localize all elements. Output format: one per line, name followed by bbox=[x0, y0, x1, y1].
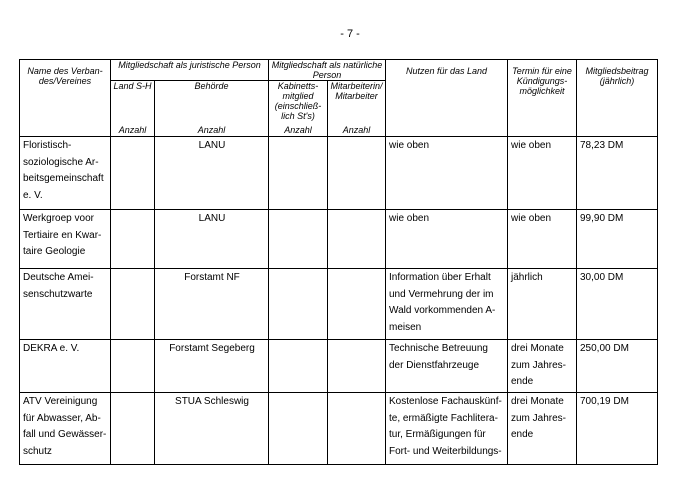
table-row bbox=[20, 393, 658, 465]
cell-kabinett bbox=[269, 269, 328, 340]
cell-termin: drei Monate zum Jahres-ende bbox=[508, 393, 577, 465]
header-mitarbeiter: Mitarbeiterin/ Mitarbeiter bbox=[330, 81, 383, 101]
table-row bbox=[20, 269, 658, 340]
cell-termin: drei Monate zum Jahres-ende bbox=[508, 340, 577, 393]
header-behoerde-cell bbox=[155, 81, 269, 137]
header-mitarbeiter-cell bbox=[328, 81, 386, 137]
header-land-cell bbox=[111, 81, 155, 137]
table-row bbox=[20, 210, 658, 269]
cell-beitrag: 78,23 DM bbox=[577, 137, 658, 210]
cell-mitarbeiter bbox=[328, 340, 386, 393]
cell-mitarbeiter bbox=[328, 269, 386, 340]
cell-land bbox=[111, 210, 155, 269]
header-name: Name des Verban-des/Vereines bbox=[20, 60, 111, 137]
cell-behoerde: LANU bbox=[155, 210, 269, 269]
cell-land bbox=[111, 269, 155, 340]
cell-beitrag: 700,19 DM bbox=[577, 393, 658, 465]
cell-termin: jährlich bbox=[508, 269, 577, 340]
cell-name: Werkgroep voor Tertiaire en Kwar-taire Geologie bbox=[20, 210, 111, 269]
header-land: Land S-H bbox=[113, 81, 152, 91]
cell-termin: wie oben bbox=[508, 210, 577, 269]
cell-land bbox=[111, 137, 155, 210]
cell-kabinett bbox=[269, 137, 328, 210]
header-behoerde: Behörde bbox=[194, 81, 229, 91]
cell-beitrag: 30,00 DM bbox=[577, 269, 658, 340]
header-beitrag: Mitgliedsbeitrag (jährlich) bbox=[577, 60, 658, 137]
header-anzahl-mitarbeiter: Anzahl bbox=[342, 125, 371, 135]
cell-name: Deutsche Amei-senschutzwarte bbox=[20, 269, 111, 340]
cell-beitrag: 250,00 DM bbox=[577, 340, 658, 393]
cell-behoerde: Forstamt NF bbox=[155, 269, 269, 340]
cell-mitarbeiter bbox=[328, 137, 386, 210]
cell-nutzen: Technische Betreuung der Dienstfahrzeuge bbox=[386, 340, 508, 393]
header-anzahl-kabinett: Anzahl bbox=[284, 125, 312, 135]
header-anzahl-land: Anzahl bbox=[118, 125, 147, 135]
cell-kabinett bbox=[269, 340, 328, 393]
cell-kabinett bbox=[269, 393, 328, 465]
table-row bbox=[20, 340, 658, 393]
cell-mitarbeiter bbox=[328, 393, 386, 465]
cell-land bbox=[111, 340, 155, 393]
cell-nutzen: Kostenlose Fachauskünf-te, ermäßigte Fachlitera-tur, Ermäßigungen für Fort- und Weiterbildungs- bbox=[386, 393, 508, 465]
cell-land bbox=[111, 393, 155, 465]
table-row bbox=[20, 137, 658, 210]
cell-name: ATV Vereinigung für Abwasser, Ab-fall und Gewässer-schutz bbox=[20, 393, 111, 465]
header-termin: Termin für eine Kündigungs-möglichkeit bbox=[508, 60, 577, 137]
cell-name: DEKRA e. V. bbox=[20, 340, 111, 393]
page-number: - 7 - bbox=[340, 28, 360, 40]
cell-behoerde: STUA Schleswig bbox=[155, 393, 269, 465]
header-anzahl-behoerde: Anzahl bbox=[197, 125, 226, 135]
cell-kabinett bbox=[269, 210, 328, 269]
cell-beitrag: 99,90 DM bbox=[577, 210, 658, 269]
header-juristisch-group: Mitgliedschaft als juristische Person bbox=[111, 60, 269, 81]
cell-behoerde: LANU bbox=[155, 137, 269, 210]
header-kabinett-cell bbox=[269, 81, 328, 137]
cell-behoerde: Forstamt Segeberg bbox=[155, 340, 269, 393]
header-nutzen: Nutzen für das Land bbox=[386, 60, 508, 137]
membership-table bbox=[19, 59, 658, 465]
cell-nutzen: Information über Erhalt und Vermehrung der im Wald vorkommenden A-meisen bbox=[386, 269, 508, 340]
cell-mitarbeiter bbox=[328, 210, 386, 269]
header-kabinett: Kabinetts-mitglied (einschließ-lich St's) bbox=[274, 81, 322, 121]
cell-termin: wie oben bbox=[508, 137, 577, 210]
cell-nutzen: wie oben bbox=[386, 137, 508, 210]
cell-nutzen: wie oben bbox=[386, 210, 508, 269]
header-natuerlich-group: Mitgliedschaft als natürliche Person bbox=[269, 60, 386, 81]
cell-name: Floristisch-soziologische Ar-beitsgemeinschaft e. V. bbox=[20, 137, 111, 210]
